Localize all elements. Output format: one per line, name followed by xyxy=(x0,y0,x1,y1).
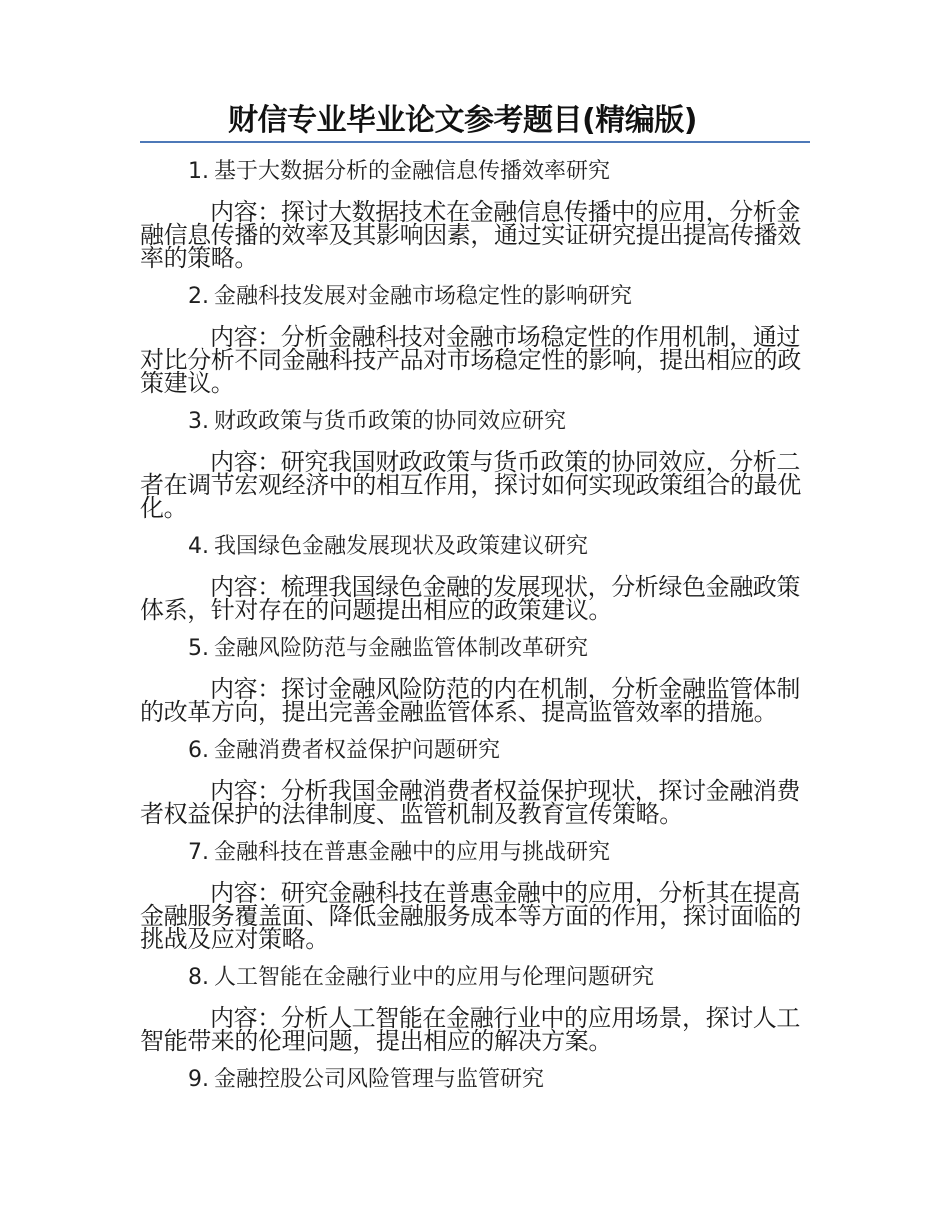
topic-list xyxy=(140,155,810,1097)
topic-title: 金融科技在普惠金融中的应用与挑战研究 xyxy=(214,840,611,865)
topic-content: 内容：研究金融科技在普惠金融中的应用，分析其在提高金融服务覆盖面、降低金融服务成本等方面的作用，探讨面临的挑战及应对策略。 xyxy=(140,879,801,953)
topic-title: 我国绿色金融发展现状及政策建议研究 xyxy=(214,534,589,559)
topic-title: 金融消费者权益保护问题研究 xyxy=(214,738,501,763)
topic-title: 金融科技发展对金融市场稳定性的影响研究 xyxy=(214,284,633,309)
topic-number: 4. xyxy=(188,534,209,559)
topic-content: 内容：探讨大数据技术在金融信息传播中的应用，分析金融信息传播的效率及其影响因素，通过实证研究提出提高传播效率的策略。 xyxy=(140,198,801,272)
topic-entry-8 xyxy=(140,961,810,1053)
topic-number: 8. xyxy=(188,965,209,990)
title-block xyxy=(140,103,810,143)
topic-entry-5 xyxy=(140,632,810,724)
topic-entry-7 xyxy=(140,836,810,951)
topic-title: 基于大数据分析的金融信息传播效率研究 xyxy=(214,159,611,184)
topic-heading xyxy=(140,280,810,314)
topic-heading xyxy=(140,734,810,768)
topic-title: 金融控股公司风险管理与监管研究 xyxy=(214,1067,545,1092)
topic-entry-2 xyxy=(140,280,810,395)
topic-entry-1 xyxy=(140,155,810,270)
topic-number: 7. xyxy=(188,840,209,865)
topic-title: 人工智能在金融行业中的应用与伦理问题研究 xyxy=(214,965,655,990)
topic-content: 内容：探讨金融风险防范的内在机制，分析金融监管体制的改革方向，提出完善金融监管体系、提高监管效率的措施。 xyxy=(140,675,800,726)
topic-number: 1. xyxy=(188,159,209,184)
topic-entry-9 xyxy=(140,1063,810,1097)
topic-number: 5. xyxy=(188,636,209,661)
topic-entry-3 xyxy=(140,405,810,520)
topic-number: 9. xyxy=(188,1067,209,1092)
document-title: 财信专业毕业论文参考题目(精编版) xyxy=(228,103,697,138)
topic-content: 内容：研究我国财政政策与货币政策的协同效应，分析二者在调节宏观经济中的相互作用，探讨如何实现政策组合的最优化。 xyxy=(140,448,801,522)
topic-heading xyxy=(140,405,810,439)
topic-content: 内容：梳理我国绿色金融的发展现状，分析绿色金融政策体系，针对存在的问题提出相应的政策建议。 xyxy=(140,573,800,624)
topic-entry-6 xyxy=(140,734,810,826)
topic-number: 2. xyxy=(188,284,209,309)
topic-heading xyxy=(140,155,810,189)
topic-heading xyxy=(140,632,810,666)
topic-title: 金融风险防范与金融监管体制改革研究 xyxy=(214,636,589,661)
topic-heading xyxy=(140,1063,810,1097)
topic-entry-4 xyxy=(140,530,810,622)
topic-heading xyxy=(140,961,810,995)
topic-heading xyxy=(140,836,810,870)
topic-content: 内容：分析我国金融消费者权益保护现状，探讨金融消费者权益保护的法律制度、监管机制及教育宣传策略。 xyxy=(140,777,800,828)
topic-number: 6. xyxy=(188,738,209,763)
topic-content: 内容：分析人工智能在金融行业中的应用场景，探讨人工智能带来的伦理问题，提出相应的解决方案。 xyxy=(140,1004,800,1055)
topic-content: 内容：分析金融科技对金融市场稳定性的作用机制，通过对比分析不同金融科技产品对市场稳定性的影响，提出相应的政策建议。 xyxy=(140,323,801,397)
topic-heading xyxy=(140,530,810,564)
topic-number: 3. xyxy=(188,409,209,434)
topic-title: 财政政策与货币政策的协同效应研究 xyxy=(214,409,567,434)
